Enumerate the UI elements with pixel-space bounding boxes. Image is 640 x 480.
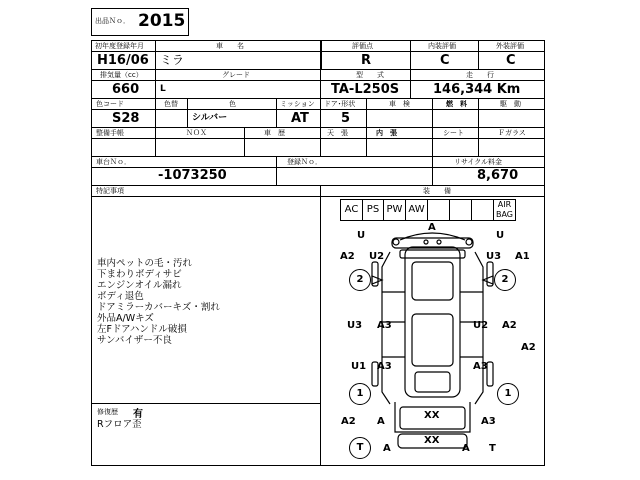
equipment-aw: AW xyxy=(408,204,425,215)
exterior-grade-label: 外装評価 xyxy=(496,42,524,50)
inspection-label: 車 検 xyxy=(389,100,410,108)
model-code-label: 型 式 xyxy=(356,71,384,79)
fuel-label: 燃 料 xyxy=(446,100,467,108)
car-name-label: 車 名 xyxy=(216,42,244,50)
damage-mark-a2-left: A2 xyxy=(340,251,355,262)
equipment-ac: AC xyxy=(344,204,359,215)
remark-line: 車内ペットの毛・汚れ xyxy=(97,258,193,269)
damage-mark-a2-mid: A2 xyxy=(502,320,517,331)
chassis-number-label: 車台Ｎｏ． xyxy=(96,158,131,166)
interior-grade-value: C xyxy=(440,53,450,68)
displacement-value: 660 xyxy=(112,82,140,97)
grade-value: L xyxy=(160,84,166,94)
roof-lining-label: 天 張 xyxy=(327,129,348,137)
damage-mark-xx-top: XX xyxy=(424,410,440,421)
color-label: 色 xyxy=(229,100,236,108)
damage-mark-a3-midright: A3 xyxy=(473,361,488,372)
damage-mark-a2-bottom: A2 xyxy=(341,416,356,427)
front-glass-label: Ｆガラス xyxy=(498,129,526,137)
remark-line: エンジンオイル漏れ xyxy=(97,280,182,291)
color-value: シルバー xyxy=(192,113,228,123)
damage-circle-t: T xyxy=(349,437,371,459)
damage-mark-a-rear-right: A xyxy=(462,443,470,454)
color-code-value: S28 xyxy=(112,111,140,126)
lot-label: 出品Ｎｏ． xyxy=(95,17,130,25)
damage-mark-a-right: U xyxy=(496,230,505,241)
damage-circle-1-left: 1 xyxy=(349,383,371,405)
damage-mark-u2-mid: U2 xyxy=(473,320,489,331)
interior-lining-label: 内 張 xyxy=(376,129,397,137)
displacement-label: 排気量（cc） xyxy=(100,71,143,79)
history-label: 車 歴 xyxy=(264,129,285,137)
car-name-value: ミラ xyxy=(160,53,185,67)
damage-mark-u1-left: U1 xyxy=(351,361,367,372)
damage-circle-2-left: 2 xyxy=(349,269,371,291)
remark-line: 下まわりボディサビ xyxy=(97,269,182,280)
damage-mark-xx-bottom: XX xyxy=(424,435,440,446)
first-reg-value: H16/06 xyxy=(97,53,149,68)
registration-number-label: 登録Ｎｏ． xyxy=(287,158,322,166)
repair-history-value: 有 xyxy=(133,409,143,420)
recycle-fee-value: 8,670 xyxy=(477,168,519,183)
equipment-airbag: AIR BAG xyxy=(495,200,514,219)
damage-mark-a-bottom: A xyxy=(377,416,385,427)
recycle-fee-label: リサイクル料金 xyxy=(454,158,503,166)
seat-label: シート xyxy=(443,129,464,137)
mileage-label: 走 行 xyxy=(466,71,494,79)
nox-label: ＮＯＸ xyxy=(186,129,207,137)
color-code-label: 色コード xyxy=(96,100,124,108)
damage-mark-front: A xyxy=(428,222,436,233)
remark-line: ボディ退色 xyxy=(97,291,144,302)
damage-mark-a1-right: A1 xyxy=(515,251,530,262)
doors-value: 5 xyxy=(341,111,351,126)
equipment-pw: PW xyxy=(386,204,403,215)
damage-mark-a-rear-left: A xyxy=(383,443,391,454)
chassis-number-value: -1073250 xyxy=(158,168,227,183)
score-label: 評価点 xyxy=(352,42,373,50)
damage-mark-a2-far: A2 xyxy=(521,342,536,353)
remark-line: ドアミラーカバーキズ・割れ xyxy=(97,302,220,313)
damage-mark-u3-right: U3 xyxy=(486,251,502,262)
remark-line: 外品A/Wキズ xyxy=(97,313,154,324)
damage-mark-a3-bottom: A3 xyxy=(481,416,496,427)
damage-circle-1-right: 1 xyxy=(497,383,519,405)
damage-mark-u-left: U xyxy=(357,230,366,241)
remark-line: 左Fドアハンドル破損 xyxy=(97,324,187,335)
mileage-value: 146,344 Km xyxy=(433,82,521,97)
doors-label: ドア･形状 xyxy=(324,100,356,108)
damage-circle-2-right: 2 xyxy=(494,269,516,291)
damage-mark-u3-left: U3 xyxy=(347,320,363,331)
equipment-ps: PS xyxy=(366,204,380,215)
score-value: R xyxy=(361,53,372,68)
grade-label: グレード xyxy=(222,71,250,79)
drive-label: 駆 動 xyxy=(500,100,521,108)
service-manual-label: 整備手帳 xyxy=(96,129,124,137)
damage-mark-u2-left: U2 xyxy=(369,251,385,262)
remark-line: サンバイザー不良 xyxy=(97,335,172,346)
mission-value: AT xyxy=(291,111,309,126)
mission-label: ミッション xyxy=(280,100,315,108)
damage-mark-a3-left: A3 xyxy=(377,320,392,331)
interior-grade-label: 内装評価 xyxy=(428,42,456,50)
model-code-value: TA-L250S xyxy=(331,82,400,97)
repair-history-label: 修復歴 xyxy=(97,408,118,416)
damage-mark-t-right: T xyxy=(489,443,496,454)
remarks-label: 特記事項 xyxy=(96,187,124,195)
damage-mark-a3-midleft: A3 xyxy=(377,361,392,372)
repair-note: Rフロア歪 xyxy=(97,419,142,430)
exterior-grade-value: C xyxy=(506,53,516,68)
lot-number: 2015 xyxy=(138,11,186,31)
equipment-label: 装 備 xyxy=(423,187,451,195)
first-reg-label: 初年度登録年月 xyxy=(95,42,144,50)
color-change-label: 色替 xyxy=(164,100,178,108)
